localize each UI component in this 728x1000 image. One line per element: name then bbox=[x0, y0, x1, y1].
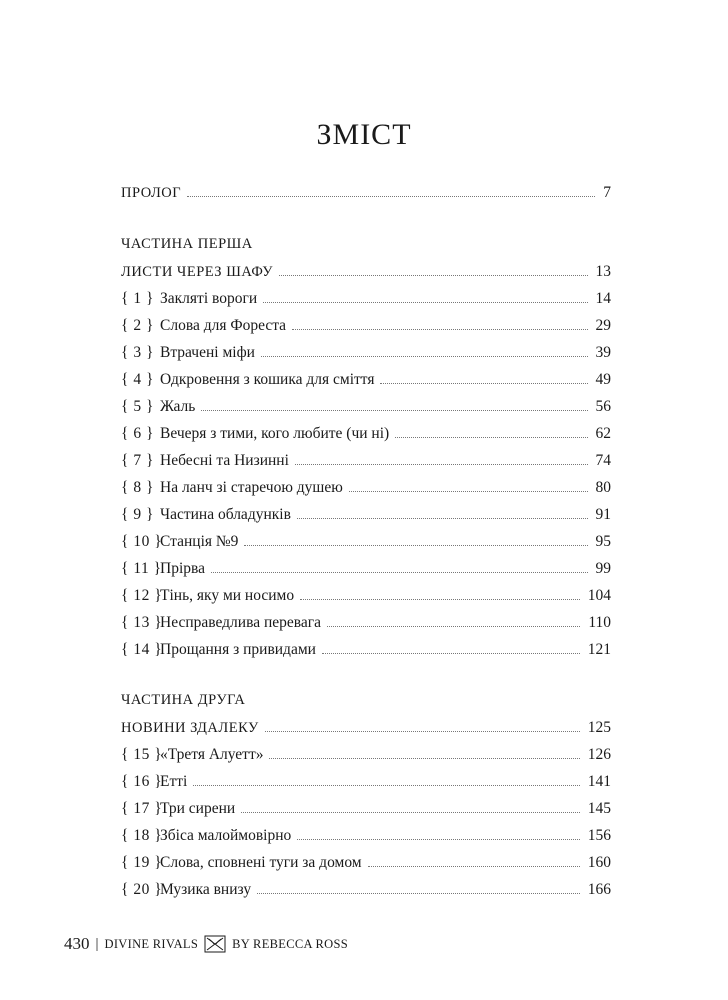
part-subtitle-page: 13 bbox=[595, 263, 611, 280]
chapter-page: 104 bbox=[587, 587, 611, 604]
chapter-number: { 13 } bbox=[121, 614, 163, 631]
part-subtitle-label: ЛИСТИ ЧЕРЕЗ ШАФУ bbox=[121, 264, 274, 280]
chapter-number: { 2 } bbox=[121, 317, 154, 334]
chapter-number: { 11 } bbox=[121, 560, 162, 577]
chapter-title: Прощання з привидами bbox=[160, 641, 316, 658]
part-two-chapter-list bbox=[121, 746, 611, 908]
chapter-page: 29 bbox=[595, 317, 611, 334]
chapter-page: 56 bbox=[595, 398, 611, 415]
chapter-title: Тінь, яку ми носимо bbox=[160, 587, 295, 604]
toc-chapter-entry bbox=[121, 425, 611, 452]
chapter-page: 99 bbox=[595, 560, 611, 577]
footer-page-number: 430 bbox=[64, 934, 90, 953]
chapter-number: { 8 } bbox=[121, 479, 154, 496]
dot-leader bbox=[263, 302, 587, 303]
chapter-title: Три сирени bbox=[160, 800, 236, 817]
chapter-page: 14 bbox=[595, 290, 611, 307]
part-subtitle-label: НОВИНИ ЗДАЛЕКУ bbox=[121, 720, 259, 736]
toc-chapter-entry bbox=[121, 317, 611, 344]
chapter-title: Станція №9 bbox=[160, 533, 239, 550]
dot-leader bbox=[187, 196, 595, 197]
toc-chapter-entry bbox=[121, 854, 611, 881]
chapter-page: 110 bbox=[588, 614, 611, 631]
part-two-subtitle bbox=[121, 719, 611, 746]
dot-leader bbox=[349, 491, 588, 492]
dot-leader bbox=[241, 812, 580, 813]
chapter-page: 160 bbox=[587, 854, 611, 871]
chapter-title: Несправедлива перевага bbox=[160, 614, 321, 631]
chapter-number: { 16 } bbox=[121, 773, 163, 790]
dot-leader bbox=[297, 839, 579, 840]
dot-leader bbox=[257, 893, 580, 894]
chapter-title: На ланч зі старечою душею bbox=[160, 479, 343, 496]
chapter-page: 95 bbox=[595, 533, 611, 550]
chapter-number: { 20 } bbox=[121, 881, 163, 898]
chapter-number: { 15 } bbox=[121, 746, 163, 763]
chapter-number: { 5 } bbox=[121, 398, 154, 415]
part-subtitle-page: 125 bbox=[587, 719, 611, 736]
chapter-title: Слова, сповнені туги за домом bbox=[160, 854, 362, 871]
toc-entry-prologue bbox=[121, 184, 611, 211]
toc-chapter-entry bbox=[121, 560, 611, 587]
toc-chapter-entry bbox=[121, 533, 611, 560]
dot-leader bbox=[201, 410, 587, 411]
crossed-quill-emblem-icon bbox=[204, 935, 226, 953]
dot-leader bbox=[193, 785, 579, 786]
table-of-contents bbox=[121, 184, 611, 908]
chapter-number: { 7 } bbox=[121, 452, 154, 469]
chapter-page: 49 bbox=[595, 371, 611, 388]
chapter-number: { 14 } bbox=[121, 641, 163, 658]
dot-leader bbox=[295, 464, 588, 465]
toc-chapter-entry bbox=[121, 371, 611, 398]
toc-chapter-entry bbox=[121, 614, 611, 641]
dot-leader bbox=[292, 329, 587, 330]
toc-chapter-entry bbox=[121, 506, 611, 533]
toc-chapter-entry bbox=[121, 641, 611, 668]
chapter-number: { 19 } bbox=[121, 854, 163, 871]
chapter-title: Збіса малоймовірно bbox=[160, 827, 292, 844]
part-one-heading: ЧАСТИНА ПЕРША bbox=[121, 236, 253, 252]
chapter-title: Слова для Фореста bbox=[160, 317, 287, 334]
chapter-title: Етті bbox=[160, 773, 188, 790]
dot-leader bbox=[322, 653, 580, 654]
chapter-page: 121 bbox=[587, 641, 611, 658]
chapter-number: { 6 } bbox=[121, 425, 154, 442]
chapter-number: { 9 } bbox=[121, 506, 154, 523]
toc-chapter-entry bbox=[121, 587, 611, 614]
toc-chapter-entry bbox=[121, 881, 611, 908]
page-title: ЗМІСТ bbox=[316, 118, 412, 151]
chapter-title: Музика внизу bbox=[160, 881, 252, 898]
toc-chapter-entry bbox=[121, 827, 611, 854]
part-one-chapter-list bbox=[121, 290, 611, 668]
dot-leader bbox=[279, 275, 587, 276]
page-footer bbox=[64, 934, 348, 954]
toc-chapter-entry bbox=[121, 290, 611, 317]
dot-leader bbox=[380, 383, 587, 384]
dot-leader bbox=[244, 545, 587, 546]
chapter-number: { 12 } bbox=[121, 587, 163, 604]
chapter-title: Одкровення з кошика для сміття bbox=[160, 371, 375, 388]
chapter-page: 141 bbox=[587, 773, 611, 790]
dot-leader bbox=[265, 731, 580, 732]
chapter-page: 166 bbox=[587, 881, 611, 898]
toc-chapter-entry bbox=[121, 398, 611, 425]
chapter-title: Частина обладунків bbox=[160, 506, 291, 523]
dot-leader bbox=[327, 626, 580, 627]
chapter-number: { 17 } bbox=[121, 800, 163, 817]
chapter-page: 80 bbox=[595, 479, 611, 496]
chapter-title: Жаль bbox=[160, 398, 196, 415]
chapter-title: Закляті вороги bbox=[160, 290, 258, 307]
dot-leader bbox=[297, 518, 588, 519]
chapter-title: Вечеря з тими, кого любите (чи ні) bbox=[160, 425, 390, 442]
dot-leader bbox=[269, 758, 579, 759]
toc-chapter-entry bbox=[121, 800, 611, 827]
chapter-number: { 18 } bbox=[121, 827, 163, 844]
toc-chapter-entry bbox=[121, 773, 611, 800]
footer-book-title: DIVINE RIVALS bbox=[104, 936, 199, 951]
dot-leader bbox=[211, 572, 588, 573]
part-one-subtitle bbox=[121, 263, 611, 290]
chapter-page: 156 bbox=[587, 827, 611, 844]
toc-chapter-entry bbox=[121, 479, 611, 506]
chapter-number: { 10 } bbox=[121, 533, 163, 550]
toc-chapter-entry bbox=[121, 344, 611, 371]
chapter-number: { 1 } bbox=[121, 290, 154, 307]
dot-leader bbox=[395, 437, 587, 438]
footer-author: BY REBECCA ROSS bbox=[232, 936, 349, 951]
chapter-page: 39 bbox=[595, 344, 611, 361]
footer-separator: | bbox=[95, 935, 99, 952]
chapter-title: «Третя Алуетт» bbox=[160, 746, 264, 763]
part-two-heading: ЧАСТИНА ДРУГА bbox=[121, 692, 246, 708]
chapter-page: 91 bbox=[595, 506, 611, 523]
toc-chapter-entry bbox=[121, 452, 611, 479]
chapter-title: Прірва bbox=[160, 560, 205, 577]
chapter-title: Небесні та Низинні bbox=[160, 452, 289, 469]
dot-leader bbox=[300, 599, 580, 600]
chapter-page: 74 bbox=[595, 452, 611, 469]
chapter-number: { 4 } bbox=[121, 371, 154, 388]
toc-entry-page: 7 bbox=[603, 184, 611, 201]
chapter-number: { 3 } bbox=[121, 344, 154, 361]
toc-chapter-entry bbox=[121, 746, 611, 773]
chapter-page: 62 bbox=[595, 425, 611, 442]
chapter-page: 126 bbox=[587, 746, 611, 763]
chapter-page: 145 bbox=[587, 800, 611, 817]
toc-entry-label: ПРОЛОГ bbox=[121, 185, 182, 201]
chapter-title: Втрачені міфи bbox=[160, 344, 255, 361]
dot-leader bbox=[368, 866, 580, 867]
dot-leader bbox=[261, 356, 588, 357]
